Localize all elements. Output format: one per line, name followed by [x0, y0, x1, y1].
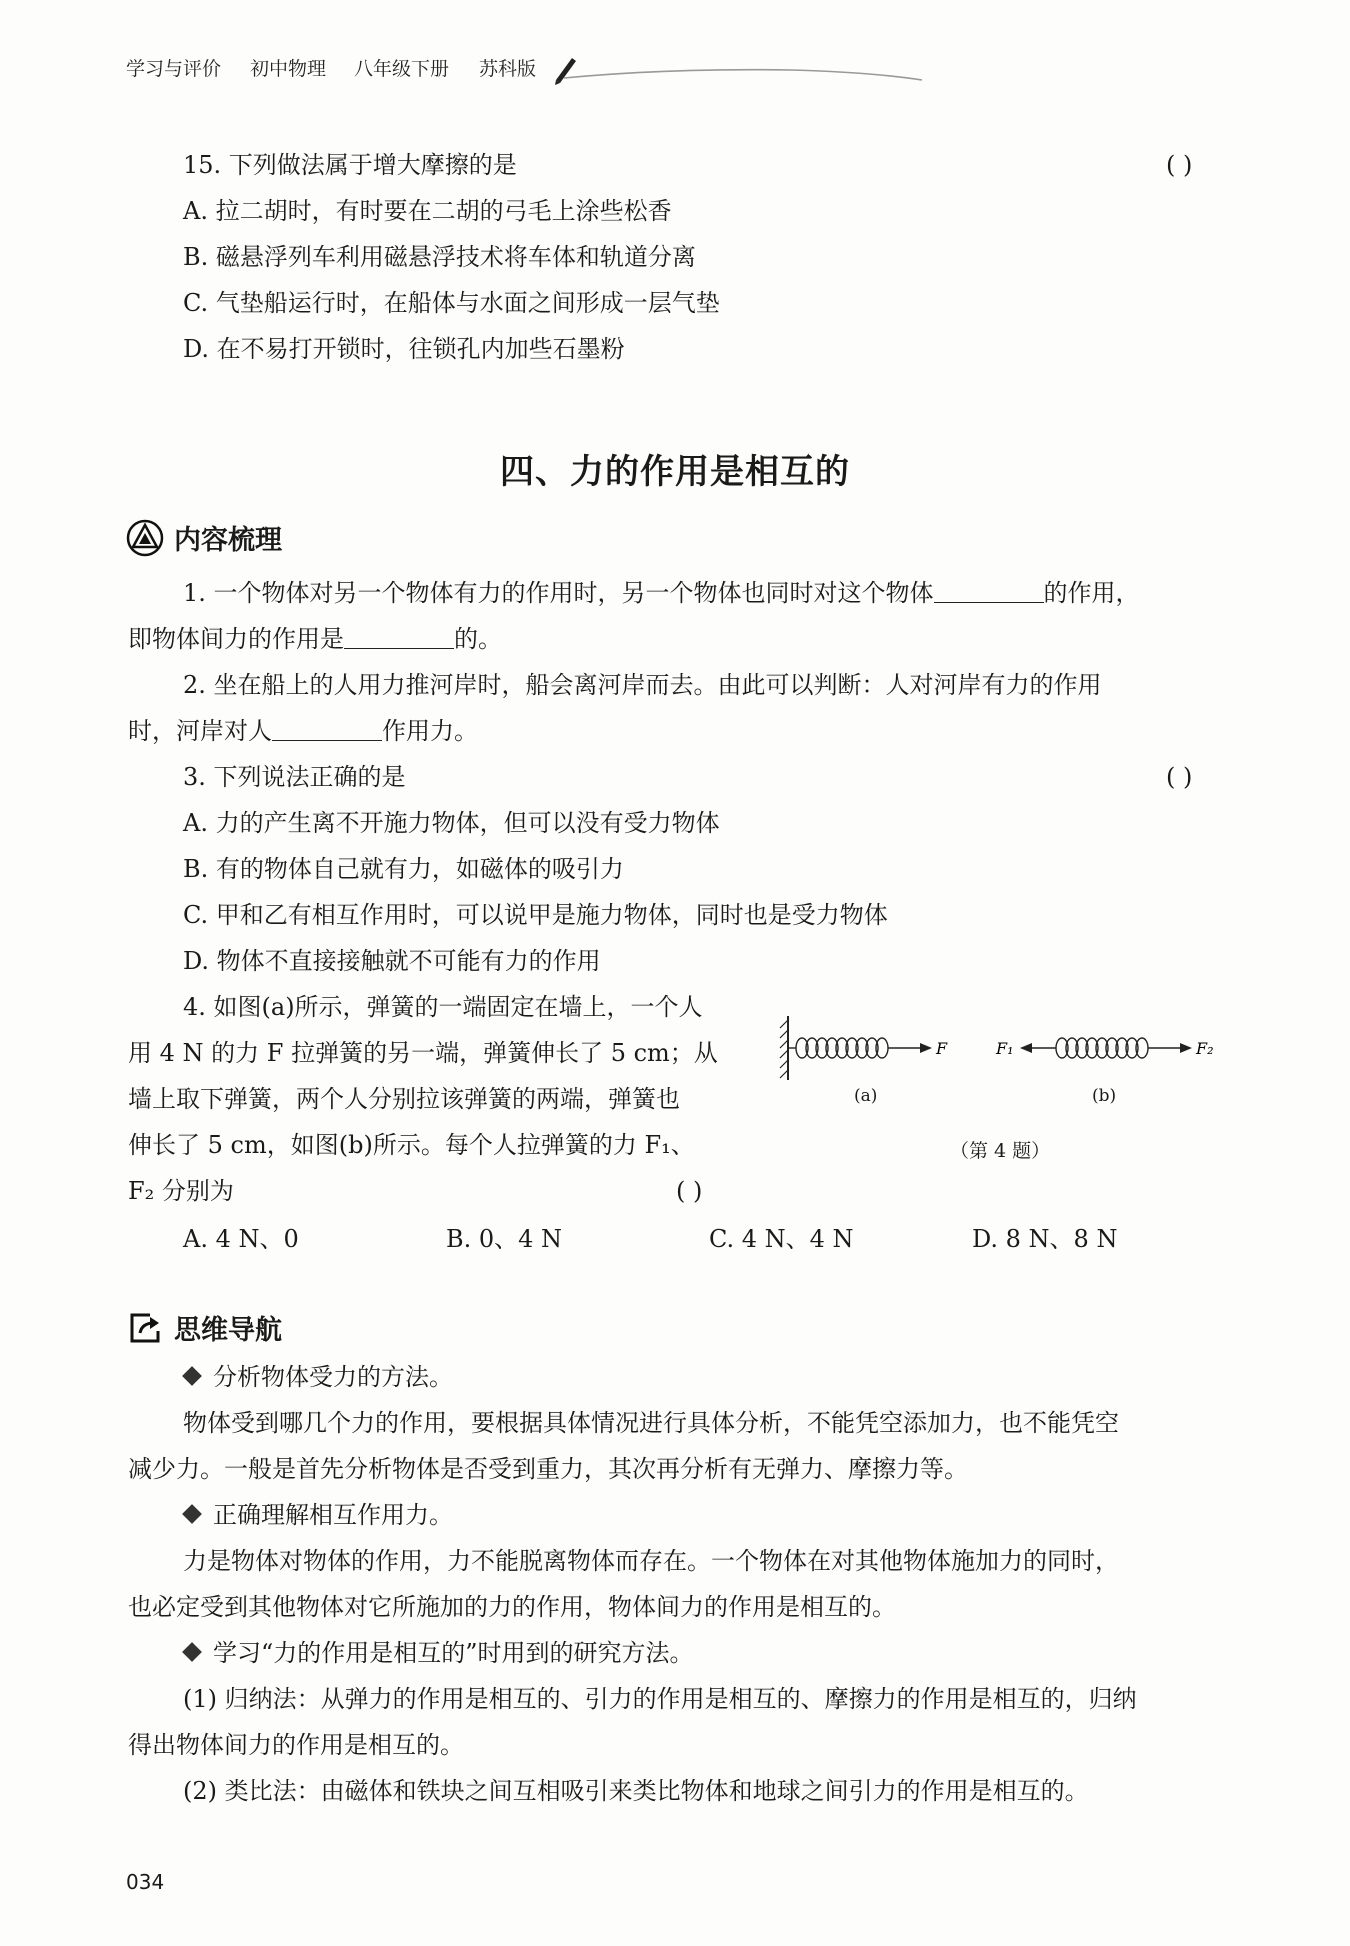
q2-blank[interactable]: [272, 718, 382, 741]
spring-figure: [770, 1000, 1240, 1170]
q4-line5: F₂ 分别为: [128, 1177, 234, 1205]
spring-diagram: [770, 1000, 1240, 1110]
point1-title: [183, 1362, 453, 1392]
point3-text-2: 得出物体间力的作用是相互的。: [128, 1731, 464, 1759]
point2-text-2: 也必定受到其他物体对它所施加的力的作用，物体间力的作用是相互的。: [128, 1593, 896, 1621]
thinking-title: 思维导航: [174, 1315, 282, 1346]
triangle-circle-icon: [126, 519, 164, 557]
point2-title: [183, 1500, 453, 1530]
q15-option-b: B. 磁悬浮列车利用磁悬浮技术将车体和轨道分离: [183, 243, 696, 271]
figure-label-a: (a): [854, 1086, 878, 1106]
q3-option-c: C. 甲和乙有相互作用时，可以说甲是施力物体，同时也是受力物体: [183, 901, 888, 929]
q4-option-c: C. 4 N、4 N: [709, 1225, 854, 1253]
q4-option-d: D. 8 N、8 N: [972, 1225, 1118, 1253]
header-subject: 初中物理: [250, 58, 327, 80]
q15-answer-paren: ( ): [1166, 151, 1193, 179]
q4-line2: 用 4 N 的力 F 拉弹簧的另一端，弹簧伸长了 5 cm；从: [128, 1039, 718, 1067]
point2-text-1: 力是物体对物体的作用，力不能脱离物体而存在。一个物体在对其他物体施加力的同时，: [183, 1547, 1119, 1575]
header-grade: 八年级下册: [354, 58, 450, 80]
section-title: 四、力的作用是相互的: [500, 452, 850, 492]
point3-text-3: (2) 类比法：由磁体和铁块之间互相吸引来类比物体和地球之间引力的作用是相互的。: [183, 1777, 1089, 1805]
q2-line2: [128, 716, 478, 746]
q15-stem: 15. 下列做法属于增大摩擦的是: [183, 151, 517, 179]
q4-option-a: A. 4 N、0: [183, 1225, 299, 1253]
spring-a-coils: [788, 1038, 920, 1058]
point1-text-1: 物体受到哪几个力的作用，要根据具体情况进行具体分析，不能凭空添加力，也不能凭空: [183, 1409, 1119, 1437]
thinking-heading: [126, 1308, 282, 1347]
q3-answer-paren: ( ): [1166, 763, 1193, 791]
point1-title-text: 分析物体受力的方法。: [213, 1363, 453, 1391]
q1-text-a: 1. 一个物体对另一个物体有力的作用时，另一个物体也同时对这个物体: [183, 579, 934, 607]
content-review-title: 内容梳理: [174, 525, 282, 556]
q3-option-a: A. 力的产生离不开施力物体，但可以没有受力物体: [183, 809, 720, 837]
content-review-heading: [126, 518, 282, 557]
force-f-label: F: [936, 1039, 948, 1058]
force-f1-label: F₁: [996, 1039, 1014, 1058]
figure-caption: （第 4 题）: [950, 1140, 1051, 1162]
arrow-left-icon: [1020, 1043, 1032, 1053]
q1-line2: [128, 624, 502, 654]
point3-title-text: 学习“力的作用是相互的”时用到的研究方法。: [213, 1639, 694, 1667]
q2-text-b: 作用力。: [382, 717, 478, 745]
point3-text-1: (1) 归纳法：从弹力的作用是相互的、引力的作用是相互的、摩擦力的作用是相互的，归纳: [183, 1685, 1137, 1713]
page-number: 034: [126, 1870, 165, 1894]
q2-line1: 2. 坐在船上的人用力推河岸时，船会离河岸而去。由此可以判断：人对河岸有力的作用: [183, 671, 1102, 699]
q1-line1: [183, 578, 1140, 608]
point3-title: [183, 1638, 694, 1668]
q15-option-a: A. 拉二胡时，有时要在二胡的弓毛上涂些松香: [183, 197, 672, 225]
running-header: [126, 54, 1226, 94]
figure-label-b: (b): [1092, 1086, 1117, 1106]
diamond-bullet-icon: [182, 1642, 202, 1662]
point1-text-2: 减少力。一般是首先分析物体是否受到重力，其次再分析有无弹力、摩擦力等。: [128, 1455, 968, 1483]
header-edition: 苏科版: [479, 58, 537, 80]
q15-option-c: C. 气垫船运行时，在船体与水面之间形成一层气垫: [183, 289, 720, 317]
q1-text-b: 的作用，: [1043, 579, 1140, 607]
pencil-swoosh-icon: [550, 50, 930, 90]
q2-text-a: 时，河岸对人: [128, 717, 272, 745]
q4-line4: 伸长了 5 cm，如图(b)所示。每个人拉弹簧的力 F₁、: [128, 1131, 695, 1159]
q1-blank-2[interactable]: [344, 626, 454, 649]
q3-stem: 3. 下列说法正确的是: [183, 763, 406, 791]
q4-line1: 4. 如图(a)所示，弹簧的一端固定在墙上，一个人: [183, 993, 703, 1021]
q1-blank-1[interactable]: [934, 580, 1044, 603]
diamond-bullet-icon: [182, 1504, 202, 1524]
arrow-right-icon: [920, 1043, 932, 1053]
point2-title-text: 正确理解相互作用力。: [213, 1501, 453, 1529]
q3-option-b: B. 有的物体自己就有力，如磁体的吸引力: [183, 855, 624, 883]
spring-b-coils: [1032, 1038, 1180, 1058]
arrow-right-icon-b: [1180, 1043, 1192, 1053]
force-f2-label: F₂: [1196, 1039, 1214, 1058]
header-series: 学习与评价: [126, 58, 222, 80]
diamond-bullet-icon: [182, 1366, 202, 1386]
q4-answer-paren: ( ): [676, 1177, 703, 1205]
q1-text-c: 即物体间力的作用是: [128, 625, 344, 653]
q4-line3: 墙上取下弹簧，两个人分别拉该弹簧的两端，弹簧也: [128, 1085, 680, 1113]
export-arrow-icon: [126, 1309, 164, 1347]
q15-option-d: D. 在不易打开锁时，往锁孔内加些石墨粉: [183, 335, 625, 363]
q3-option-d: D. 物体不直接接触就不可能有力的作用: [183, 947, 601, 975]
q4-option-b: B. 0、4 N: [446, 1225, 563, 1253]
q1-text-d: 的。: [454, 625, 502, 653]
